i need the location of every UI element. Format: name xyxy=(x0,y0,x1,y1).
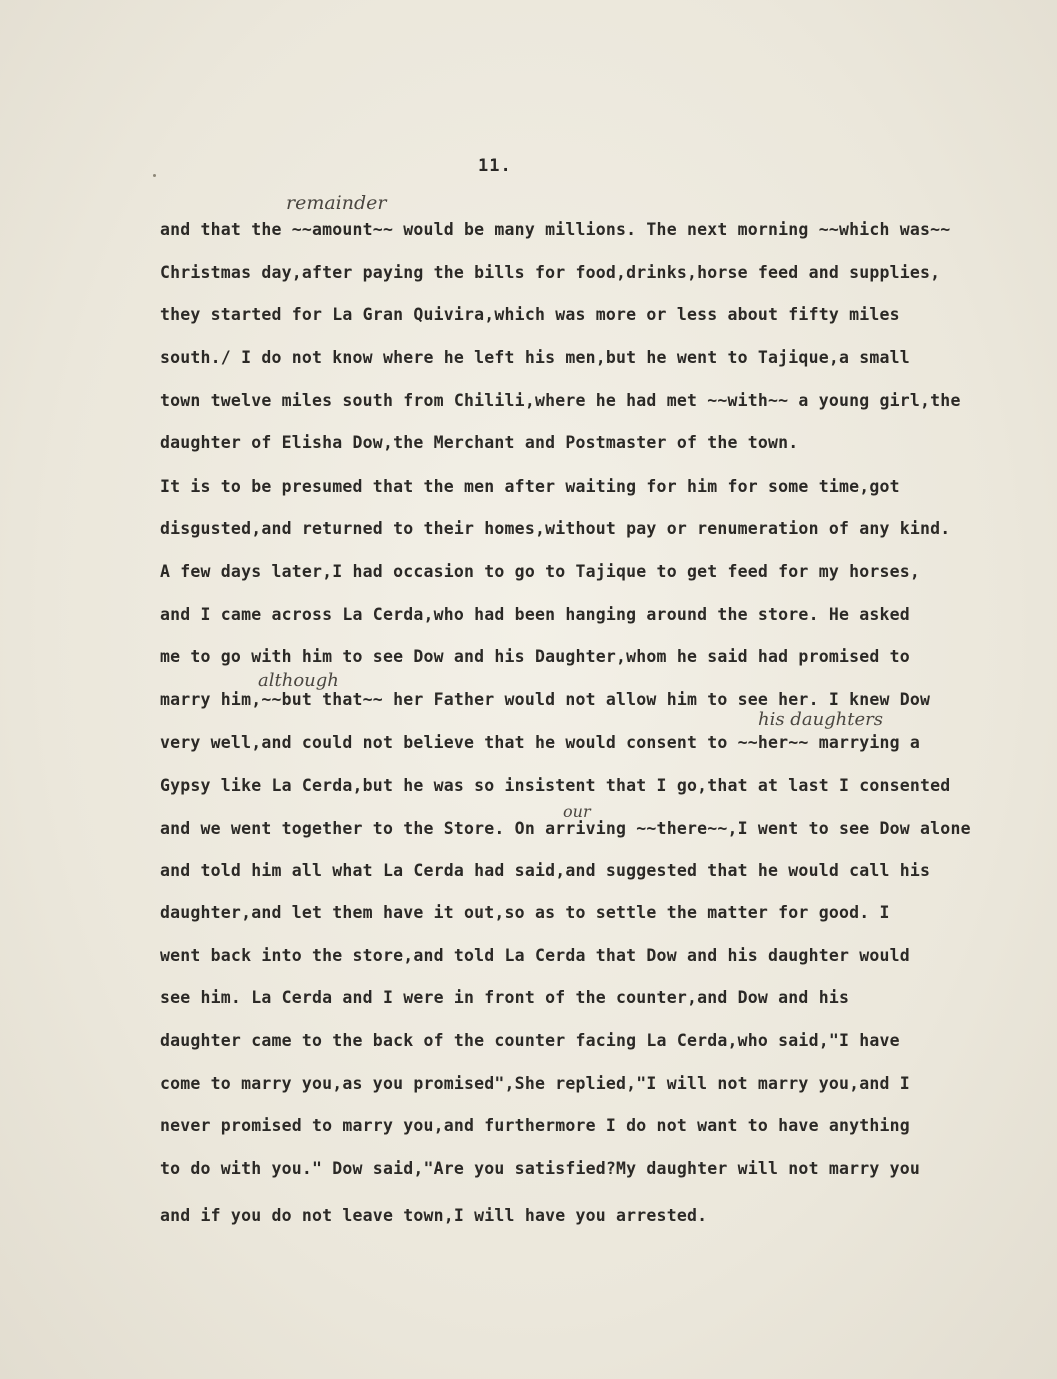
text-line: very well,and could not believe that he would consent to ~~her~~ marrying a xyxy=(160,733,921,752)
text-line: and we went together to the Store. On arriving ~~there~~,I went to see Dow alone xyxy=(160,819,971,838)
text-line: marry him,~~but that~~ her Father would not allow him to see her. I knew Dow xyxy=(160,690,931,709)
text-line: never promised to marry you,and furthermore I do not want to have anything xyxy=(160,1116,910,1135)
text-line: and I came across La Cerda,who had been hanging around the store. He asked xyxy=(160,605,910,624)
handwritten-annotation: our xyxy=(563,802,591,821)
text-line: Christmas day,after paying the bills for food,drinks,horse feed and supplies, xyxy=(160,263,941,282)
text-line: town twelve miles south from Chilili,where he had met ~~with~~ a young girl,the xyxy=(160,391,961,410)
text-line: and that the ~~amount~~ would be many millions. The next morning ~~which was~~ xyxy=(160,220,951,239)
text-line: disgusted,and returned to their homes,without pay or renumeration of any kind. xyxy=(160,519,951,538)
text-line: daughter came to the back of the counter facing La Cerda,who said,"I have xyxy=(160,1031,900,1050)
text-line: they started for La Gran Quivira,which was more or less about fifty miles xyxy=(160,305,900,324)
text-line: come to marry you,as you promised",She replied,"I will not marry you,and I xyxy=(160,1074,910,1093)
text-line: went back into the store,and told La Cerda that Dow and his daughter would xyxy=(160,946,910,965)
text-line: see him. La Cerda and I were in front of the counter,and Dow and his xyxy=(160,988,850,1007)
text-line: daughter,and let them have it out,so as to settle the matter for good. I xyxy=(160,903,890,922)
handwritten-annotation: remainder xyxy=(286,192,387,214)
text-line: to do with you." Dow said,"Are you satisfied?My daughter will not marry you xyxy=(160,1159,921,1178)
text-line: Gypsy like La Cerda,but he was so insistent that I go,that at last I consented xyxy=(160,776,951,795)
text-line: It is to be presumed that the men after waiting for him for some time,got xyxy=(160,477,900,496)
text-line: A few days later,I had occasion to go to Tajique to get feed for my horses, xyxy=(160,562,921,581)
handwritten-annotation: his daughters xyxy=(758,709,883,730)
handwritten-annotation: although xyxy=(258,670,339,691)
text-line: daughter of Elisha Dow,the Merchant and Postmaster of the town. xyxy=(160,433,799,452)
text-line: and if you do not leave town,I will have you arrested. xyxy=(160,1206,708,1225)
text-line: me to go with him to see Dow and his Daughter,whom he said had promised to xyxy=(160,647,910,666)
text-line: and told him all what La Cerda had said,and suggested that he would call his xyxy=(160,861,931,880)
paper-speck xyxy=(153,174,156,177)
text-line: south./ I do not know where he left his men,but he went to Tajique,a small xyxy=(160,348,910,367)
page-number: 11. xyxy=(478,156,512,176)
